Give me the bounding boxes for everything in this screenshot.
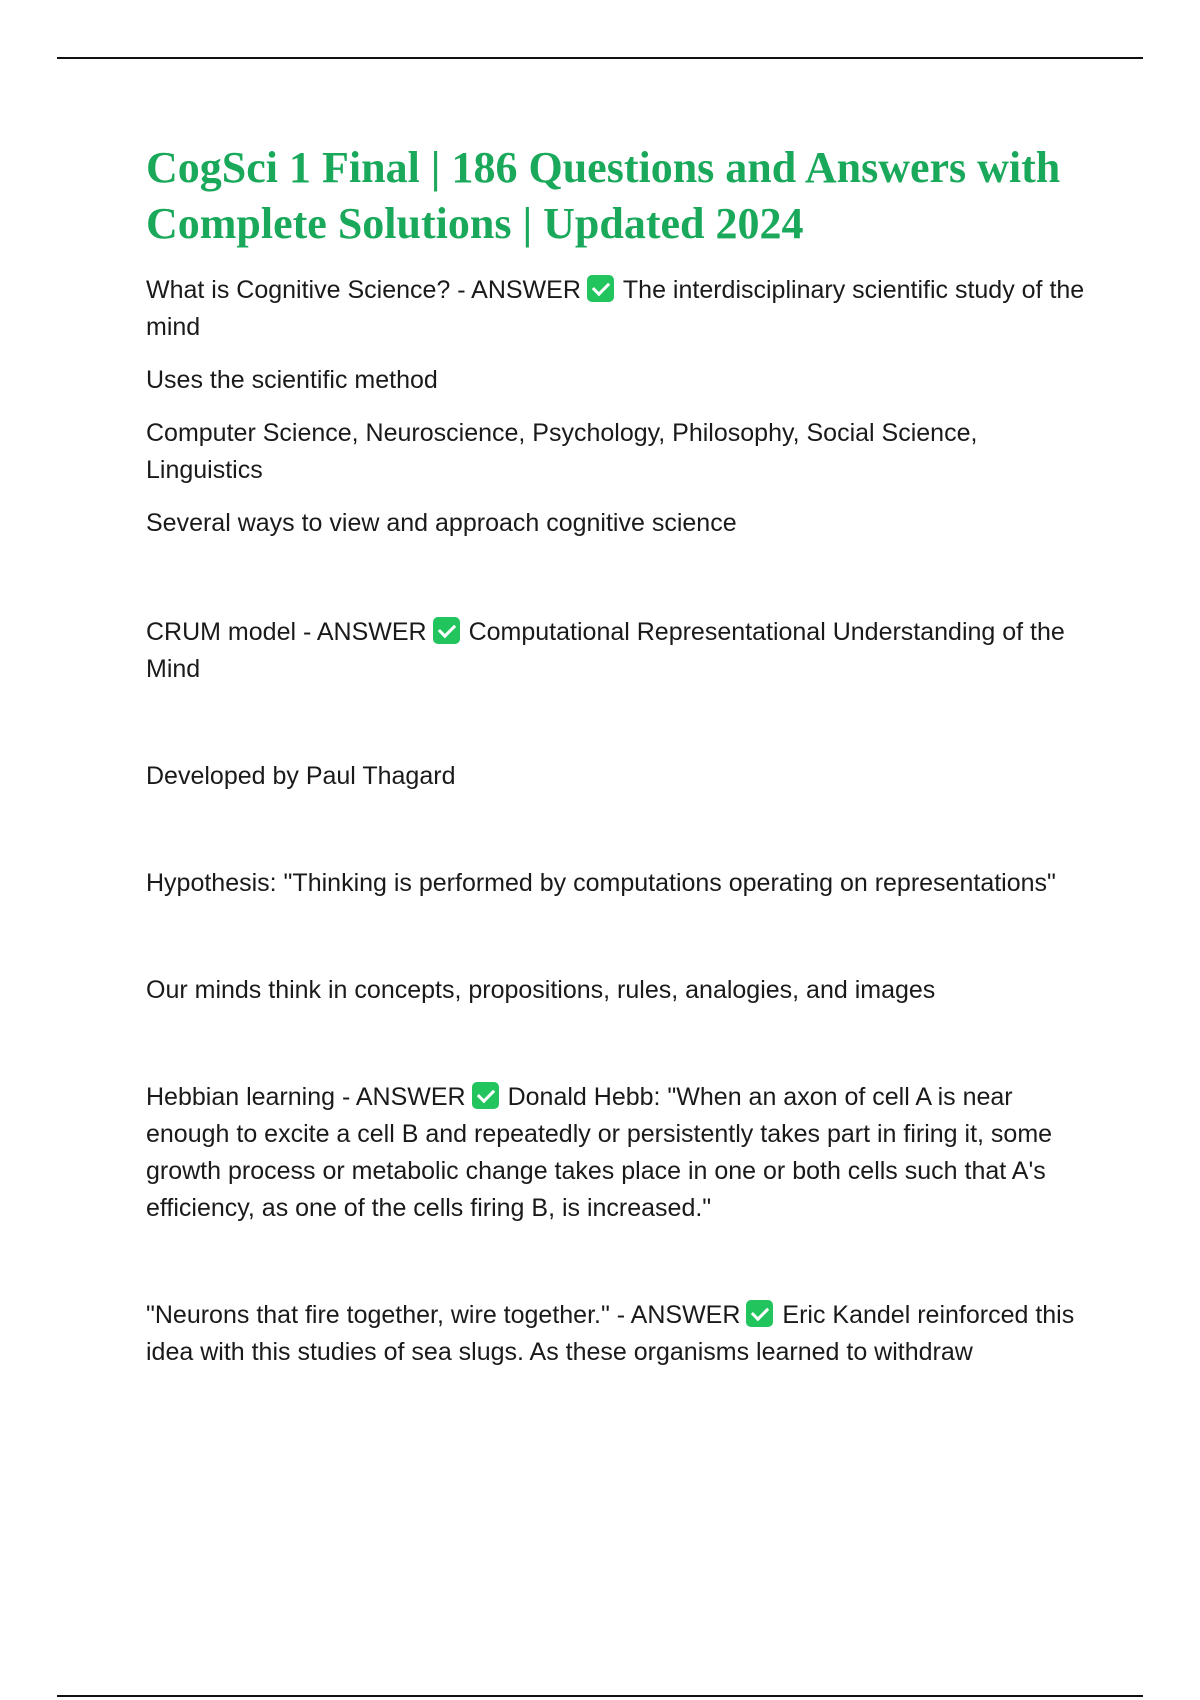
footer-rule bbox=[57, 1695, 1143, 1697]
answer-text: The interdisciplinary scientific study of the mind bbox=[146, 276, 1085, 341]
check-mark-icon bbox=[433, 617, 460, 644]
qa-paragraph bbox=[146, 272, 1096, 346]
text-paragraph bbox=[146, 362, 1096, 399]
qa-paragraph bbox=[146, 1079, 1096, 1227]
qa-paragraph bbox=[146, 1297, 1096, 1371]
text-paragraph bbox=[146, 972, 1096, 1009]
text-paragraph bbox=[146, 505, 1096, 542]
question-text: "Neurons that fire together, wire together." - ANSWER bbox=[146, 1301, 741, 1329]
question-text: CRUM model - ANSWER bbox=[146, 618, 427, 646]
check-mark-icon bbox=[472, 1082, 499, 1109]
answer-text: Eric Kandel reinforced this idea with this studies of sea slugs. As these organisms learned to withdraw bbox=[146, 1301, 1075, 1366]
answer-text: Computational Representational Understanding of the Mind bbox=[146, 618, 1065, 683]
paragraph-text: Our minds think in concepts, propositions, rules, analogies, and images bbox=[146, 976, 936, 1004]
paragraph-text: Hypothesis: "Thinking is performed by computations operating on representations" bbox=[146, 869, 1056, 897]
header-rule bbox=[57, 57, 1143, 59]
text-paragraph bbox=[146, 415, 1096, 489]
paragraph-text: Computer Science, Neuroscience, Psychology, Philosophy, Social Science, Linguistics bbox=[146, 419, 978, 484]
paragraph-text: Uses the scientific method bbox=[146, 366, 438, 394]
question-text: Hebbian learning - ANSWER bbox=[146, 1083, 466, 1111]
text-paragraph bbox=[146, 865, 1096, 902]
document-title: CogSci 1 Final | 186 Questions and Answers with Complete Solutions | Updated 2024 bbox=[146, 143, 1061, 248]
text-paragraph bbox=[146, 758, 1096, 795]
question-text: What is Cognitive Science? - ANSWER bbox=[146, 276, 581, 304]
paragraph-text: Several ways to view and approach cognitive science bbox=[146, 509, 737, 537]
qa-paragraph bbox=[146, 614, 1096, 688]
paragraph-text: Developed by Paul Thagard bbox=[146, 762, 456, 790]
answer-text: Donald Hebb: "When an axon of cell A is near enough to excite a cell B and repeatedly or persistently takes part in firing it, some growth process or metabolic change takes place in one or both cells such that A's efficiency, as one of the cells firing B, is increased." bbox=[146, 1083, 1053, 1222]
check-mark-icon bbox=[587, 275, 614, 302]
check-mark-icon bbox=[746, 1300, 773, 1327]
document-body bbox=[146, 140, 1096, 1371]
